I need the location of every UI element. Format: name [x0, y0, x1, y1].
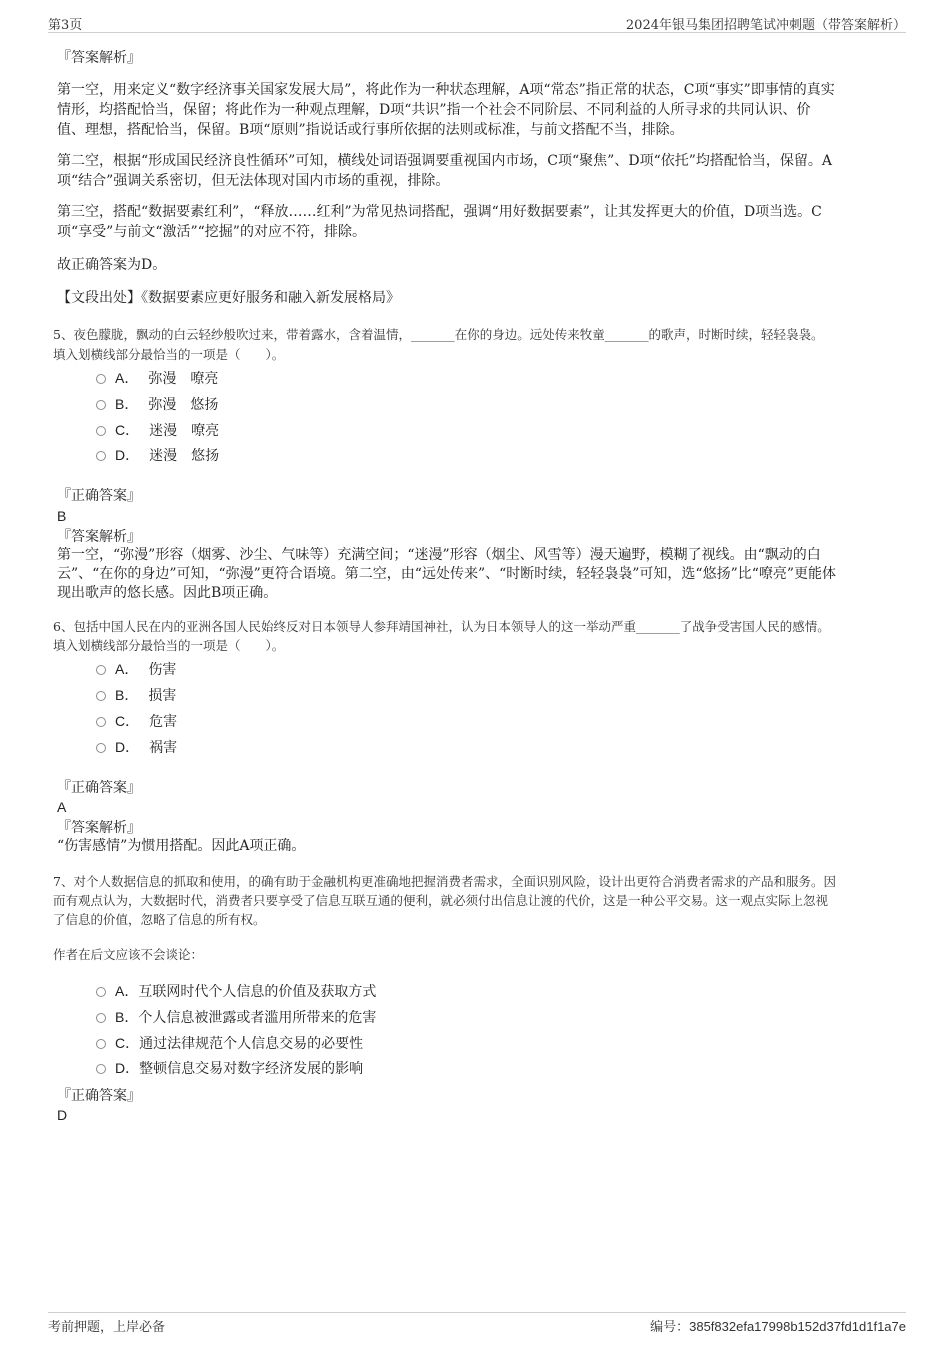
radio-button[interactable] [96, 400, 106, 410]
radio-button[interactable] [96, 691, 106, 701]
q4-para3-line1: 第三空，搭配“数据要素红利”，“释放……红利”为常见热词搭配，强调“用好数据要素”，让其发挥更大的价值，D项当选。C [57, 204, 822, 220]
q7-answer: D [57, 1107, 68, 1123]
q7-stem-line2: 而有观点认为，大数据时代，消费者只要享受了信息互联互通的便利，就必须付出信息让渡的代价，这是一种公平交易。这一观点实际上忽视 [53, 893, 829, 908]
q4-para2-line1: 第二空，根据“形成国民经济良性循环”可知，横线处词语强调要重视国内市场，C项“聚焦”、D项“依托”均搭配恰当，保留。A [57, 153, 832, 169]
q5-option-d[interactable]: D． 迷漫 悠扬 [96, 446, 219, 465]
q5-analysis-line1: 第一空，“弥漫”形容（烟雾、沙尘、气味等）充满空间；“迷漫”形容（烟尘、风雪等）漫天遍野，模糊了视线。由“飘动的白 [57, 547, 821, 563]
document-code: 编号：385f832efa17998b152d37fd1d1f1a7e [650, 1319, 906, 1335]
page-footer [48, 1312, 906, 1335]
q6-analysis-label: 『答案解析』 [57, 820, 141, 836]
q7-prompt: 作者在后文应该不会谈论： [53, 947, 204, 962]
q4-para3-line2: 项“享受”与前文“激活”“挖掘”的对应不符，排除。 [57, 224, 366, 240]
q7-option-d[interactable]: D．整顿信息交易对数字经济发展的影响 [96, 1059, 363, 1078]
radio-button[interactable] [96, 987, 106, 997]
q5-option-c[interactable]: C． 迷漫 嘹亮 [96, 421, 219, 440]
radio-button[interactable] [96, 665, 106, 675]
page-number: 第3页 [48, 18, 83, 33]
document-title: 2024年银马集团招聘笔试冲刺题（带答案解析） [625, 18, 906, 33]
q6-answer-label: 『正确答案』 [57, 780, 141, 796]
radio-button[interactable] [96, 1039, 106, 1049]
q6-stem-line1: 6、包括中国人民在内的亚洲各国人民始终反对日本领导人参拜靖国神社，认为日本领导人的这一举动严重_______了战争受害国人民的感情。 [53, 619, 830, 634]
q5-analysis-line3: 现出歌声的悠长感。因此B项正确。 [57, 585, 278, 601]
q4-source: 【文段出处】《数据要素应更好服务和融入新发展格局》 [57, 290, 400, 306]
radio-button[interactable] [96, 426, 106, 436]
q4-conclusion: 故正确答案为D。 [57, 257, 167, 273]
q6-option-a[interactable]: A． 伤害 [96, 660, 176, 679]
q7-option-a[interactable]: A．互联网时代个人信息的价值及获取方式 [96, 982, 376, 1001]
radio-button[interactable] [96, 1064, 106, 1074]
q5-analysis-line2: 云”、“在你的身边”可知，“弥漫”更符合语境。第二空，由“远处传来”、“时断时续，轻轻袅袅”可知，选“悠扬”比“嘹亮”更能体 [57, 566, 837, 582]
q5-answer: B [57, 508, 67, 524]
radio-button[interactable] [96, 717, 106, 727]
q7-stem-line3: 了信息的价值，忽略了信息的所有权。 [53, 912, 266, 927]
footer-slogan: 考前押题，上岸必备 [48, 1320, 166, 1335]
radio-button[interactable] [96, 743, 106, 753]
q4-analysis-label: 『答案解析』 [57, 50, 141, 66]
q4-para1-line3: 值、理想，搭配恰当，保留。B项“原则”指说话或行事所依据的法则或标准，与前文搭配不当，排除。 [57, 122, 684, 138]
q5-option-a[interactable]: A． 弥漫 嘹亮 [96, 369, 218, 388]
q6-analysis: “伤害感情”为惯用搭配。因此A项正确。 [57, 838, 306, 854]
q5-answer-label: 『正确答案』 [57, 488, 141, 504]
q5-analysis-label: 『答案解析』 [57, 529, 141, 545]
q7-stem-line1: 7、对个人数据信息的抓取和使用，的确有助于金融机构更准确地把握消费者需求，全面识别风险，设计出更符合消费者需求的产品和服务。因 [53, 874, 836, 889]
q4-para1-line2: 情形，均搭配恰当，保留；将此作为一种观点理解，D项“共识”指一个社会不同阶层、不同利益的人所寻求的共同认识、价 [57, 102, 811, 118]
q7-option-c[interactable]: C．通过法律规范个人信息交易的必要性 [96, 1034, 363, 1053]
q6-answer: A [57, 799, 67, 815]
radio-button[interactable] [96, 1013, 106, 1023]
q7-option-b[interactable]: B．个人信息被泄露或者滥用所带来的危害 [96, 1008, 376, 1027]
q6-stem-line2: 填入划横线部分最恰当的一项是（ ）。 [53, 638, 285, 653]
radio-button[interactable] [96, 374, 106, 384]
q6-option-c[interactable]: C． 危害 [96, 712, 177, 731]
radio-button[interactable] [96, 451, 106, 461]
q7-answer-label: 『正确答案』 [57, 1088, 141, 1104]
q4-para2-line2: 项“结合”强调关系密切，但无法体现对国内市场的重视，排除。 [57, 173, 450, 189]
q5-stem-line1: 5、夜色朦胧，飘动的白云轻纱般吹过来，带着露水，含着温情，_______在你的身边。远处传来牧童_______的歌声，时断时续，轻轻袅袅。 [53, 327, 824, 342]
page-header [48, 14, 906, 33]
q6-option-b[interactable]: B． 损害 [96, 686, 176, 705]
q4-para1-line1: 第一空，用来定义“数字经济事关国家发展大局”，将此作为一种状态理解，A项“常态”指正常的状态，C项“事实”即事情的真实 [57, 82, 835, 98]
q5-stem-line2: 填入划横线部分最恰当的一项是（ ）。 [53, 347, 285, 362]
q6-option-d[interactable]: D． 祸害 [96, 738, 177, 757]
q5-option-b[interactable]: B． 弥漫 悠扬 [96, 395, 218, 414]
